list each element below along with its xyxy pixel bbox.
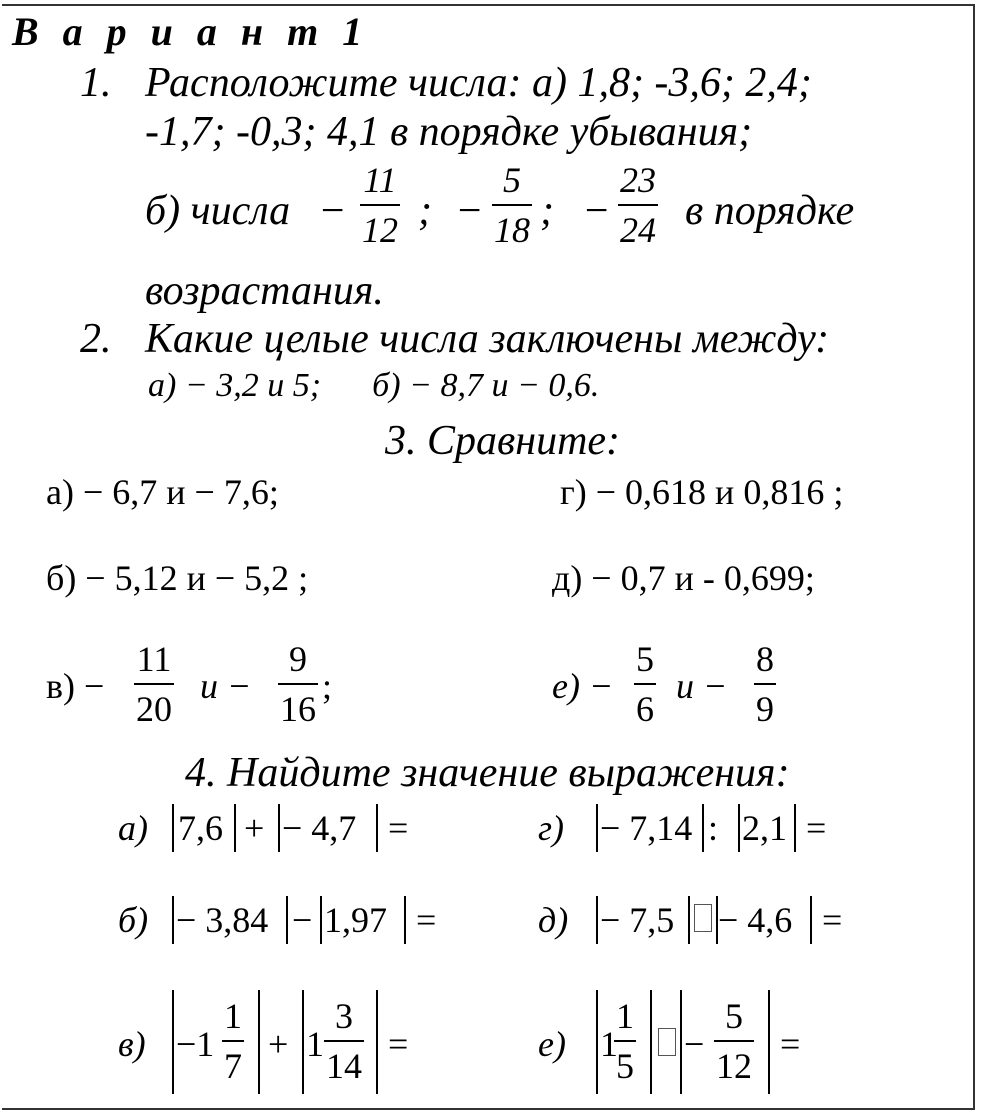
task3-v-frac2-num: 9: [289, 639, 307, 679]
task4-g-v2: 2,1: [742, 808, 787, 848]
task4-b-eq: =: [416, 900, 437, 940]
task2-number: 2.: [80, 316, 112, 362]
task4-e-eq: =: [780, 1024, 801, 1064]
abs-bar: [376, 990, 378, 1094]
task1-frac1-num: 11: [363, 160, 397, 200]
task4-heading: 4. Найдите значение выражения:: [185, 750, 790, 796]
abs-bar: [286, 896, 288, 944]
task3-v-label: в) −: [46, 666, 105, 706]
task1-frac2-num: 5: [503, 160, 521, 200]
task1-frac3-den: 24: [618, 204, 658, 248]
task1-b-tail: в порядке: [685, 188, 855, 234]
abs-bar: [172, 990, 174, 1094]
task4-g-op: :: [708, 808, 719, 848]
task2-line1: Какие целые числа заключены между:: [145, 316, 830, 362]
task3-v-frac2-den: 16: [278, 683, 318, 727]
task3-v-frac1: [134, 641, 174, 727]
abs-bar: [596, 990, 598, 1094]
task3-e-frac1: [634, 641, 656, 727]
abs-bar: [258, 990, 260, 1094]
task4-e-f2-den: 12: [714, 1040, 754, 1084]
task4-e-f2-num: 5: [725, 996, 743, 1036]
abs-bar: [738, 804, 740, 852]
task3-e-label: е) −: [552, 666, 614, 706]
abs-bar: [794, 804, 796, 852]
task4-v-label: в): [118, 1024, 146, 1064]
abs-bar: [234, 804, 236, 852]
task4-v-w1: −1: [176, 1024, 215, 1064]
task1-frac1-sep: ;: [418, 188, 432, 234]
task3-e-mid: и −: [676, 666, 728, 706]
task4-e-w1: 1: [600, 1024, 618, 1064]
task3-g: г) − 0,618 и 0,816 ;: [560, 472, 844, 512]
abs-bar: [596, 896, 598, 944]
abs-bar: [596, 804, 598, 852]
task3-v-frac1-num: 11: [136, 639, 172, 679]
abs-bar: [278, 804, 280, 852]
task3-heading: 3. Сравните:: [385, 418, 621, 464]
abs-bar: [172, 804, 174, 852]
task4-v-f2-den: 14: [324, 1040, 364, 1084]
task4-a-label: а): [118, 808, 148, 848]
task3-e-frac1-den: 6: [634, 683, 656, 727]
task1-frac2-sep: ;: [540, 188, 554, 234]
worksheet-frame: [2, 4, 975, 1110]
missing-glyph-icon: [692, 904, 714, 934]
task1-line4: возрастания.: [145, 268, 384, 314]
abs-bar: [404, 896, 406, 944]
task3-e-frac1-num: 5: [636, 639, 654, 679]
task4-e-f2: [714, 998, 754, 1084]
abs-bar: [650, 990, 652, 1094]
abs-bar: [768, 990, 770, 1094]
task1-line2: -1,7; -0,3; 4,1 в порядке убывания;: [145, 109, 753, 155]
task4-v-eq: =: [388, 1024, 409, 1064]
task3-d: д) − 0,7 и - 0,699;: [552, 558, 815, 598]
task4-v-f1: [222, 998, 244, 1084]
abs-bar: [810, 896, 812, 944]
task4-b-op: −: [292, 900, 313, 940]
task1-frac3: [618, 162, 658, 248]
task4-g-v1: − 7,14: [600, 808, 693, 848]
missing-glyph-icon: [656, 1028, 678, 1058]
task3-e-frac2-den: 9: [754, 683, 776, 727]
task1-frac1-den: 12: [360, 204, 400, 248]
abs-bar: [376, 804, 378, 852]
task3-v-frac2: [278, 641, 318, 727]
task1-b-label: б) числа: [145, 188, 291, 234]
task4-e-label: е): [538, 1024, 566, 1064]
task3-v-frac1-den: 20: [134, 683, 174, 727]
abs-bar: [172, 896, 174, 944]
task4-a-op: +: [244, 808, 265, 848]
task2-line2: а) − 3,2 и 5; б) − 8,7 и − 0,6.: [148, 367, 600, 404]
task4-v-f1-den: 7: [222, 1040, 244, 1084]
task4-v-op: +: [268, 1024, 289, 1064]
task1-frac2: [492, 162, 532, 248]
task1-frac2-sign: −: [455, 188, 484, 234]
task4-b-v2: 1,97: [324, 900, 387, 940]
task4-a-v1: 7,6: [178, 808, 223, 848]
task1-frac1: [360, 162, 400, 248]
task3-b: б) − 5,12 и − 5,2 ;: [46, 558, 309, 598]
task1-frac3-num: 23: [620, 160, 656, 200]
task3-v-end: ;: [322, 666, 333, 706]
variant-title: В а р и а н т 1: [12, 9, 370, 54]
task3-a: а) − 6,7 и − 7,6;: [46, 472, 279, 512]
task4-v-f1-num: 1: [224, 996, 242, 1036]
task3-e-frac2-num: 8: [756, 639, 774, 679]
abs-bar: [320, 896, 322, 944]
task4-e-f1: [614, 998, 636, 1084]
task4-v-f2-num: 3: [335, 996, 353, 1036]
task4-e-f1-num: 1: [616, 996, 634, 1036]
task1-number: 1.: [80, 60, 112, 106]
task4-e-f1-den: 5: [614, 1040, 636, 1084]
task4-d-v2: − 4,6: [718, 900, 793, 940]
task4-g-eq: =: [806, 808, 827, 848]
task3-v-mid: и −: [200, 666, 252, 706]
task4-e-v2: −: [684, 1024, 705, 1064]
task1-frac2-den: 18: [492, 204, 532, 248]
task4-d-v1: − 7,5: [600, 900, 675, 940]
task4-a-v2: − 4,7: [282, 808, 357, 848]
abs-bar: [680, 990, 682, 1094]
task4-b-v1: − 3,84: [176, 900, 269, 940]
task4-b-label: б): [118, 900, 149, 940]
task1-frac3-sign: −: [582, 188, 611, 234]
task1-frac1-sign: −: [318, 188, 347, 234]
task4-d-label: д): [538, 900, 569, 940]
task4-v-w2: 1: [306, 1024, 324, 1064]
task4-a-eq: =: [388, 808, 409, 848]
task4-d-eq: =: [822, 900, 843, 940]
abs-bar: [702, 804, 704, 852]
task3-e-frac2: [754, 641, 776, 727]
task4-v-f2: [324, 998, 364, 1084]
task4-g-label: г): [538, 808, 565, 848]
abs-bar: [302, 990, 304, 1094]
abs-bar: [688, 896, 690, 944]
task1-line1: Расположите числа: а) 1,8; -3,6; 2,4;: [145, 60, 812, 106]
